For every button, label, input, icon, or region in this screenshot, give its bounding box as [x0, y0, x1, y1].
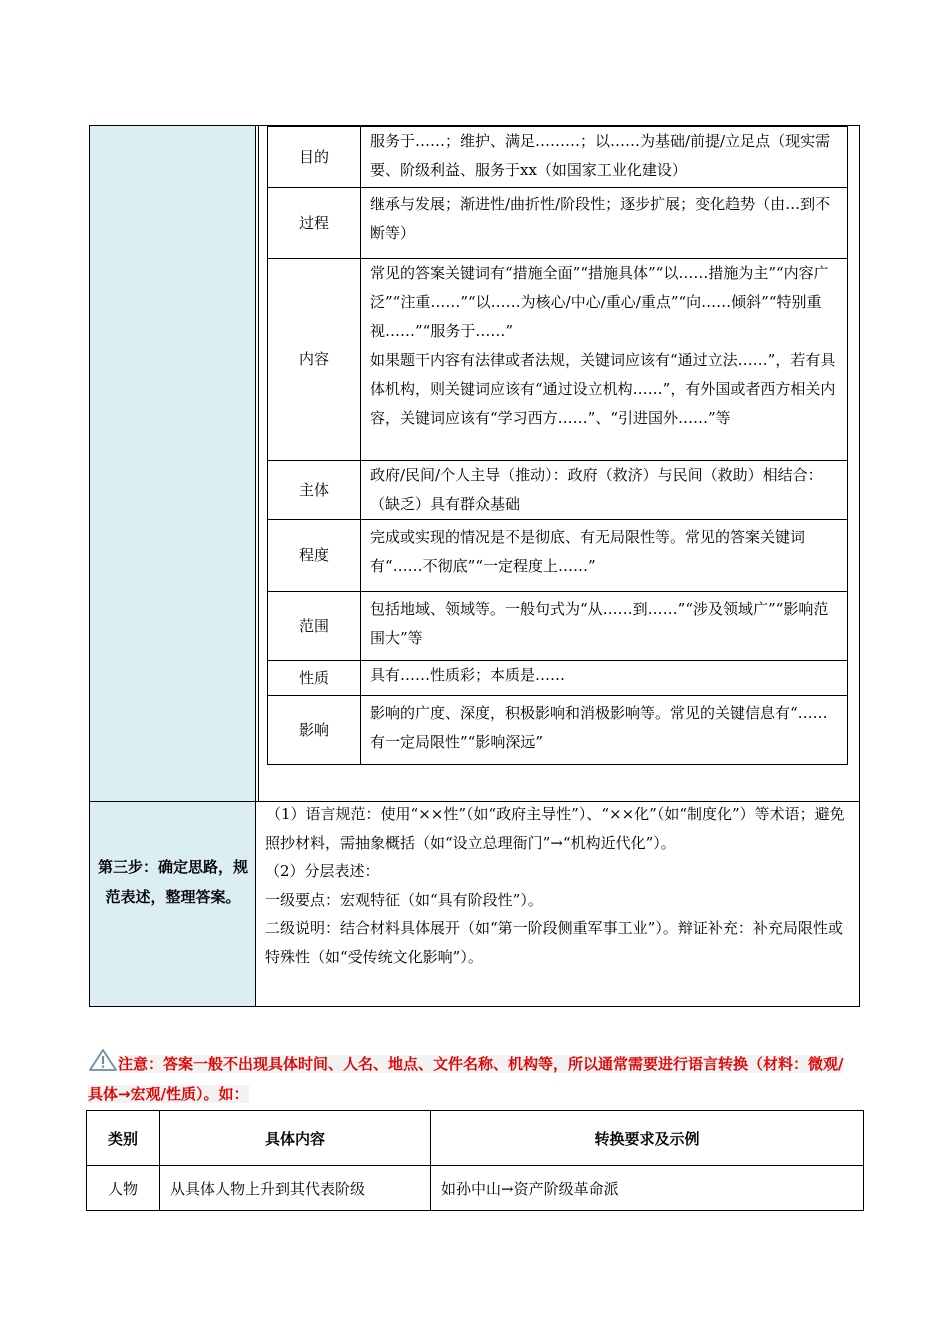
step3-line: （1）语言规范：使用“××性”（如“政府主导性”）、“××化”（如“制度化”）等术语；避免照抄材料，需抽象概括（如“设立总理衙门”→“机构近代化”）。	[265, 805, 845, 852]
row-value: 具有……性质彩；本质是……	[361, 661, 848, 696]
table-row	[268, 259, 848, 461]
row-key: 程度	[268, 520, 361, 592]
table-row	[268, 661, 848, 696]
row-value: 服务于……；维护、满足………；以……为基础/前提/立足点（现实需要、阶级利益、服务于xx（如国家工业化建设）	[361, 127, 848, 188]
table-row	[268, 188, 848, 259]
row-value: 影响的广度、深度，积极影响和消极影响等。常见的关键信息有“……有一定局限性”“影响深远”	[361, 696, 848, 765]
row-value: 常见的答案关键词有“措施全面”“措施具体”“以……措施为主”“内容广泛”“注重……”“以……为核心/中心/重心/重点”“向……倾斜”“特别重视……”“服务于……” 如果题干内容有法律或者法规，关键词应该有“通过立法……”，若有具体机构，则关键词应该有“通过设立机构……”，有外国或者西方相关内容，关键词应该有“学习西方……”、“引进国外……”等	[361, 259, 848, 461]
step3-line: 二级说明：结合材料具体展开（如“第一阶段侧重军事工业”）。辩证补充：补充局限性或特殊性（如“受传统文化影响”）。	[265, 919, 843, 966]
step3-line: 一级要点：宏观特征（如“具有阶段性”）。	[265, 890, 543, 909]
row-value: 包括地域、领域等。一般句式为“从……到……”“涉及领域广”“影响范围大”等	[361, 592, 848, 661]
row-key: 性质	[268, 661, 361, 696]
row-key: 范围	[268, 592, 361, 661]
steps-table-divider-inner	[258, 126, 259, 801]
cell-content: 从具体人物上升到其代表阶级	[160, 1166, 431, 1211]
note-paragraph	[88, 1048, 858, 1109]
row-key: 内容	[268, 259, 361, 461]
feature-table	[267, 126, 848, 765]
row-key: 主体	[268, 461, 361, 520]
table-row	[268, 696, 848, 765]
row-key: 过程	[268, 188, 361, 259]
steps-table-divider	[255, 126, 256, 1006]
header-content: 具体内容	[160, 1111, 431, 1166]
row-value: 政府/民间/个人主导（推动）：政府（救济）与民间（救助）相结合：（缺乏）具有群众基础	[361, 461, 848, 520]
header-category: 类别	[87, 1111, 160, 1166]
table-header-row	[87, 1111, 864, 1166]
table-row	[87, 1166, 864, 1211]
row-key: 影响	[268, 696, 361, 765]
warning-triangle-icon	[88, 1048, 118, 1072]
table-row	[268, 127, 848, 188]
row-value: 完成或实现的情况是不是彻底、有无局限性等。常见的答案关键词有“……不彻底”“一定程度上……”	[361, 520, 848, 592]
table-row	[268, 520, 848, 592]
step3-line: （2）分层表述：	[265, 862, 380, 880]
header-example: 转换要求及示例	[431, 1111, 864, 1166]
step3-label: 第三步：确定思路，规范表述，整理答案。	[97, 858, 248, 906]
row-value: 继承与发展；渐进性/曲折性/阶段性；逐步扩展；变化趋势（由…到不断等）	[361, 188, 848, 259]
step3-content	[265, 800, 850, 971]
cell-example: 如孙中山→资产阶级革命派	[431, 1166, 864, 1211]
note-text: 注意：答案一般不出现具体时间、人名、地点、文件名称、机构等，所以通常需要进行语言转换（材料：微观/具体→宏观/性质）。如：	[88, 1055, 844, 1103]
table-row	[268, 461, 848, 520]
row-key: 目的	[268, 127, 361, 188]
table-row	[268, 592, 848, 661]
cell-category: 人物	[87, 1166, 160, 1211]
conversion-table	[86, 1110, 864, 1211]
